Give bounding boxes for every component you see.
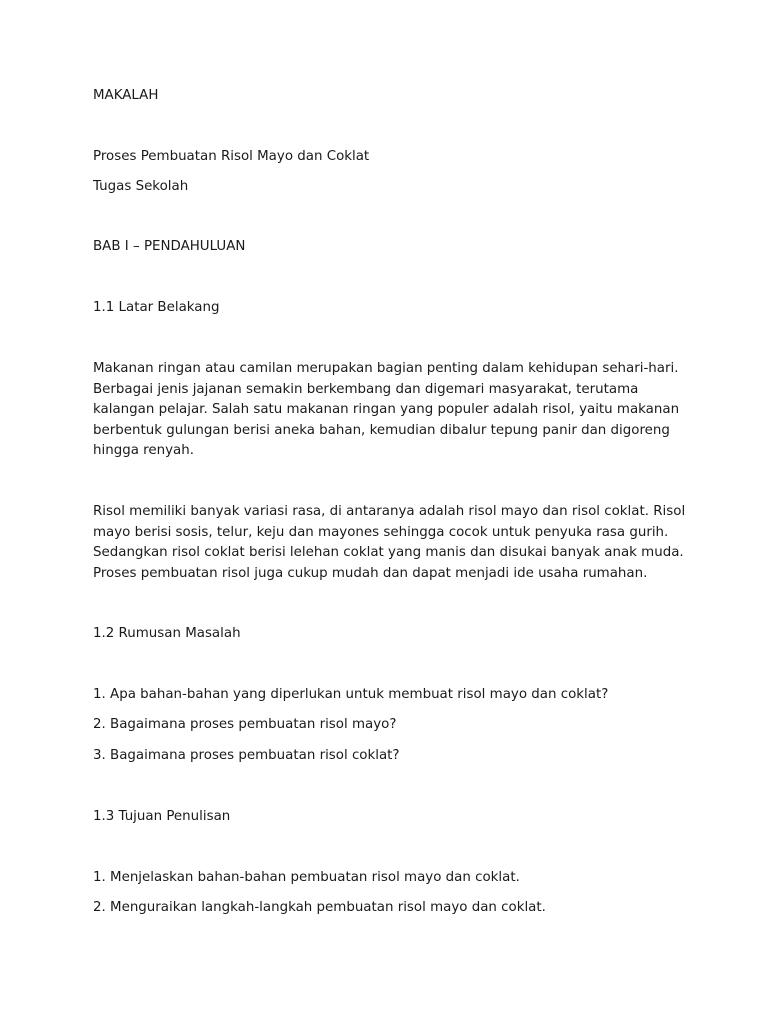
section-heading-tujuan-penulisan: 1.3 Tujuan Penulisan	[93, 809, 231, 824]
paragraph-line: Proses pembuatan risol juga cukup mudah dan dapat menjadi ide usaha rumahan.	[93, 565, 648, 581]
section-heading-latar-belakang: 1.1 Latar Belakang	[93, 300, 220, 315]
paragraph-latar-belakang-1	[93, 359, 688, 462]
paragraph-line: Risol memiliki banyak variasi rasa, di antaranya adalah risol mayo dan risol coklat. Risol	[93, 504, 686, 519]
paragraph-line: Sedangkan risol coklat berisi lelehan coklat yang manis dan disukai banyak anak muda.	[93, 545, 684, 560]
section-heading-rumusan-masalah: 1.2 Rumusan Masalah	[93, 626, 241, 641]
list-item: 1. Menjelaskan bahan-bahan pembuatan risol mayo dan coklat.	[93, 870, 520, 885]
list-item: 1. Apa bahan-bahan yang diperlukan untuk membuat risol mayo dan coklat?	[93, 687, 609, 702]
paragraph-line: Berbagai jenis jajanan semakin berkembang dan digemari masyarakat, terutama	[93, 381, 639, 397]
paragraph-line: hingga renyah.	[93, 443, 194, 458]
paragraph-line: kalangan pelajar. Salah satu makanan ringan yang populer adalah risol, yaitu makanan	[93, 402, 680, 417]
chapter-heading: BAB I – PENDAHULUAN	[93, 239, 246, 254]
list-item: 2. Menguraikan langkah-langkah pembuatan risol mayo dan coklat.	[93, 900, 546, 915]
paragraph-line: Makanan ringan atau camilan merupakan bagian penting dalam kehidupan sehari-hari.	[93, 361, 679, 376]
list-item: 2. Bagaimana proses pembuatan risol mayo?	[93, 717, 397, 732]
paragraph-line: berbentuk gulungan berisi aneka bahan, kemudian dibalur tepung panir dan digoreng	[93, 422, 670, 438]
paragraph-line: mayo berisi sosis, telur, keju dan mayones sehingga cocok untuk penyuka rasa gurih.	[93, 524, 669, 540]
paragraph-latar-belakang-2	[93, 502, 688, 584]
document-subtitle: Tugas Sekolah	[93, 179, 189, 194]
document-header: MAKALAH	[93, 88, 159, 103]
document-title: Proses Pembuatan Risol Mayo dan Coklat	[93, 149, 370, 164]
list-item: 3. Bagaimana proses pembuatan risol coklat?	[93, 748, 400, 763]
